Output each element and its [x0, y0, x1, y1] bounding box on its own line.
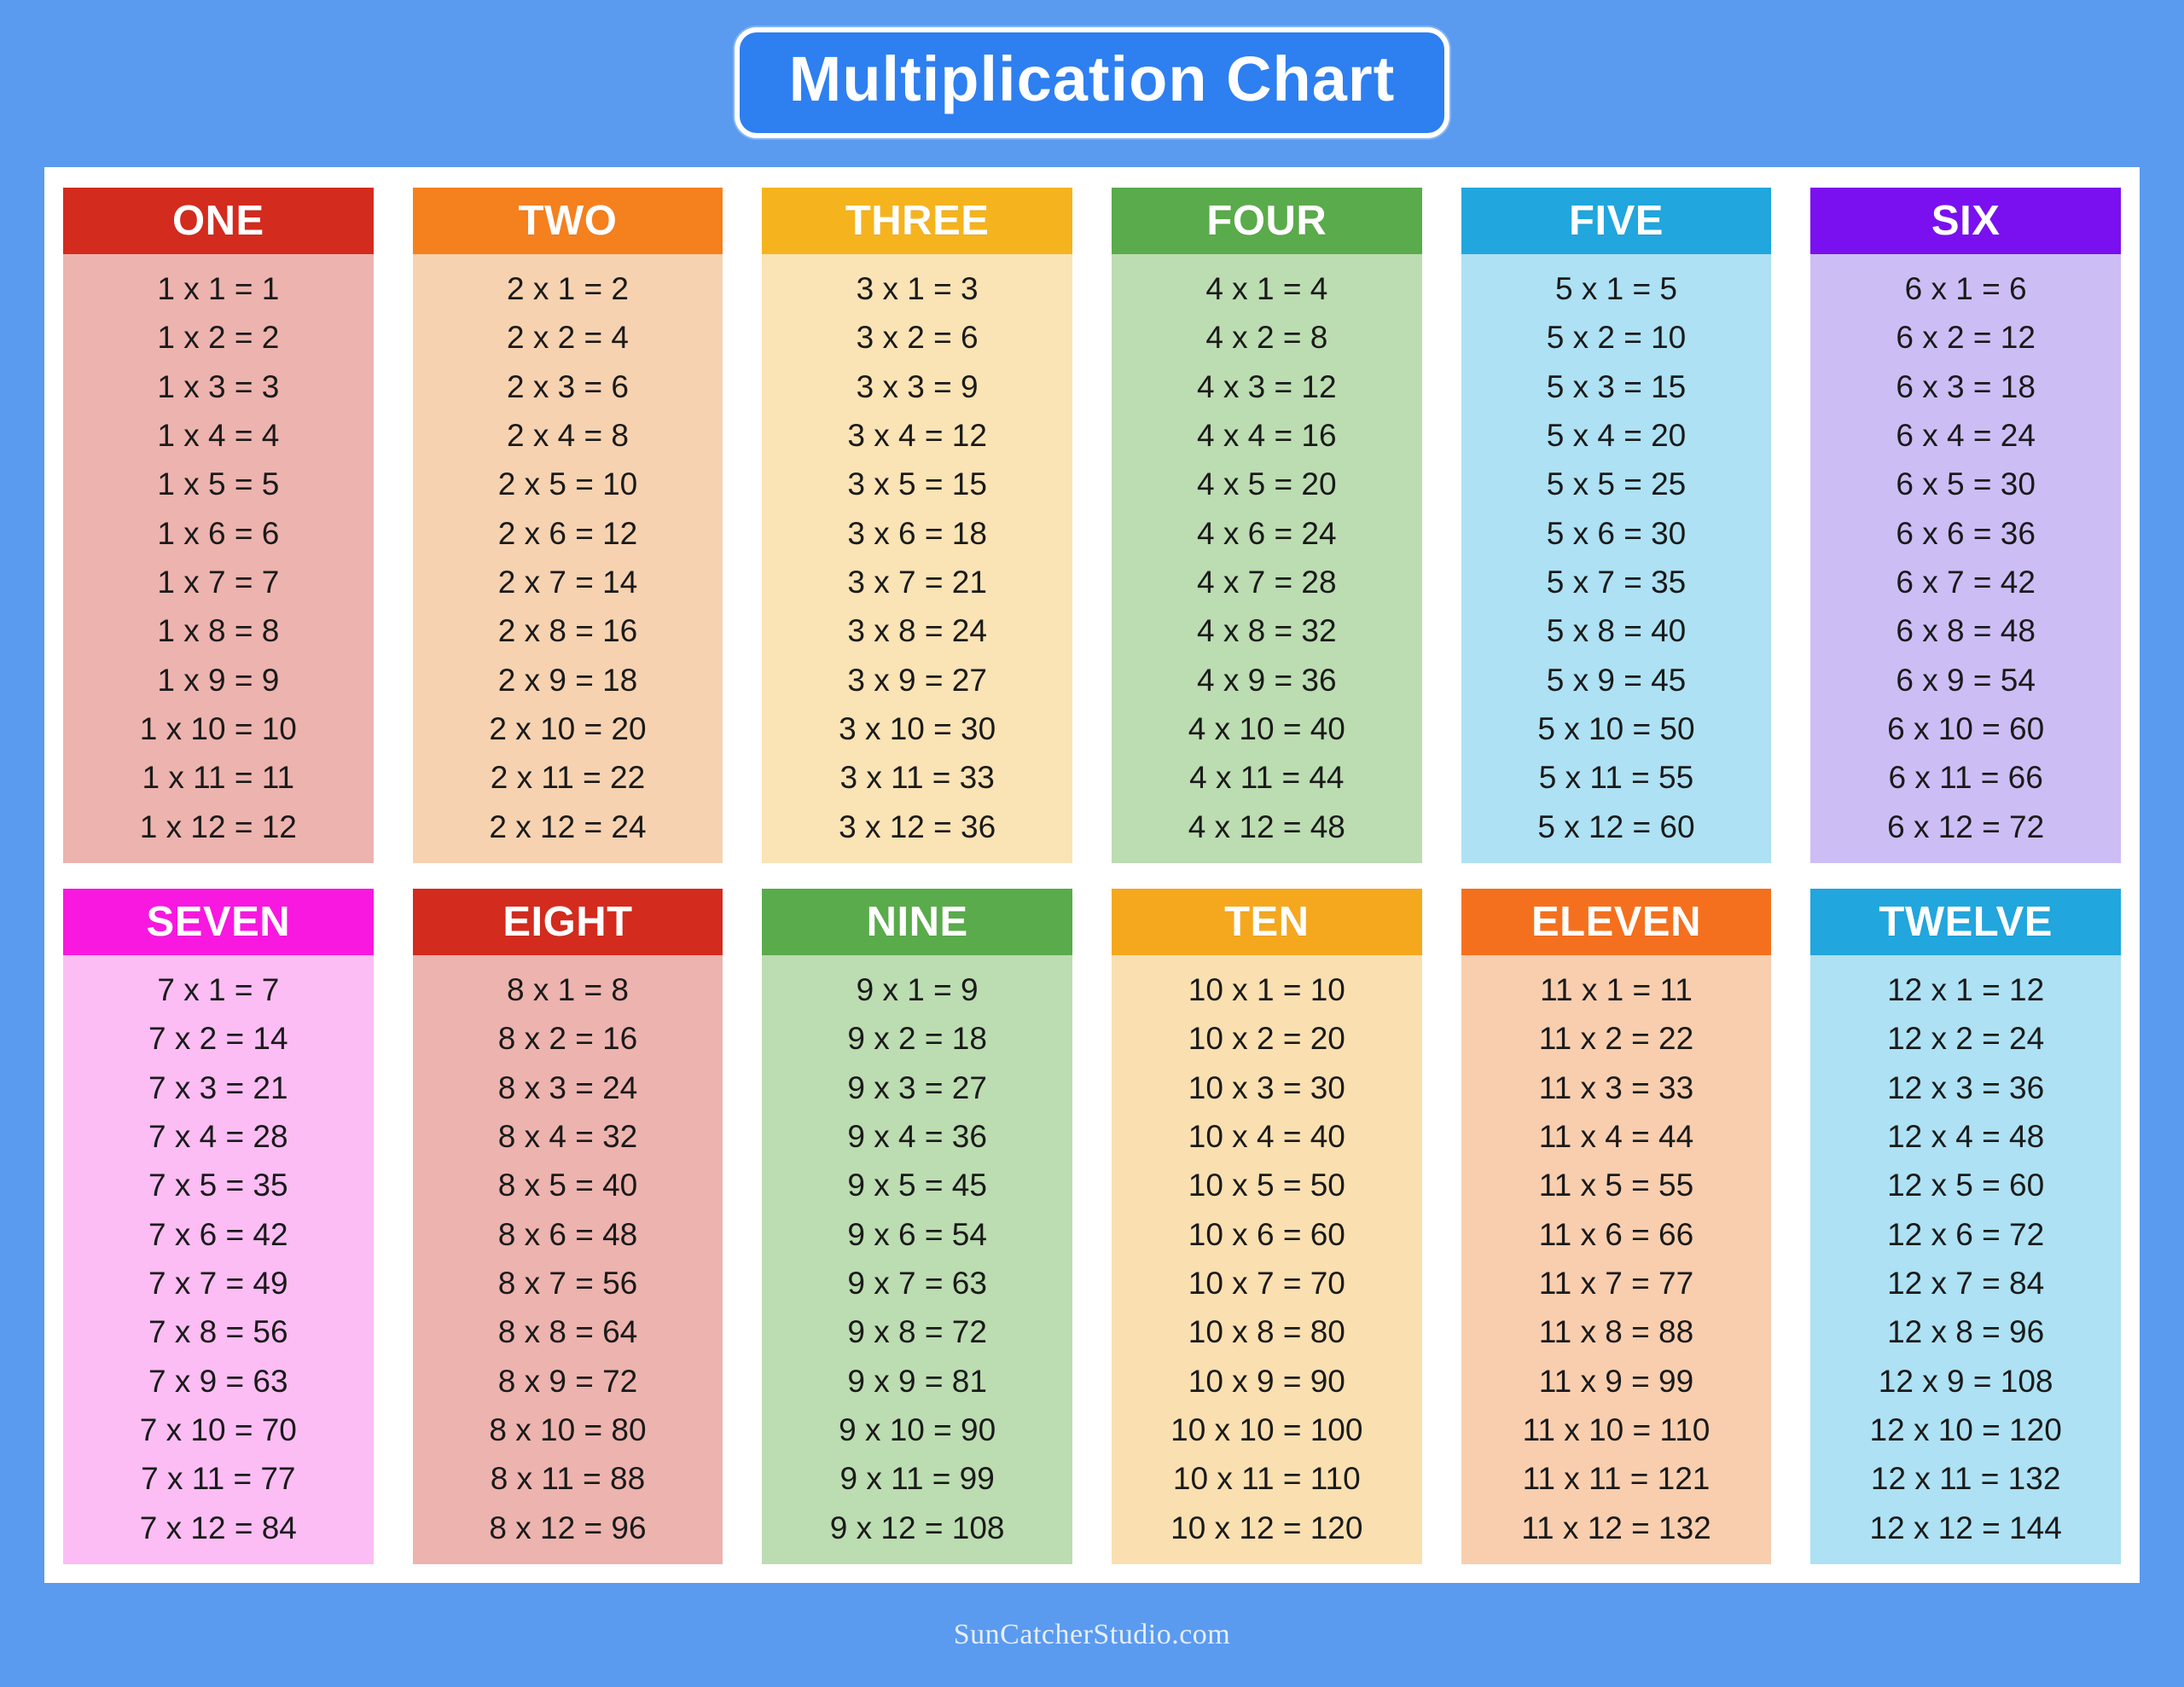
times-table-row: 11 x 8 = 88 — [1538, 1314, 1694, 1350]
times-table-header — [1112, 188, 1422, 254]
times-table-row: 7 x 7 = 49 — [148, 1266, 288, 1301]
times-table-row: 3 x 11 = 33 — [839, 760, 995, 796]
times-table-row: 10 x 9 = 90 — [1188, 1363, 1345, 1399]
times-table-row: 9 x 10 = 90 — [839, 1412, 996, 1448]
times-table-row: 11 x 6 = 66 — [1538, 1216, 1694, 1252]
times-table-row: 5 x 3 = 15 — [1546, 368, 1687, 404]
times-table-row: 6 x 12 = 72 — [1887, 809, 2045, 844]
times-table-row: 12 x 4 = 48 — [1887, 1119, 2045, 1155]
times-table-row: 3 x 5 = 15 — [847, 467, 987, 502]
times-table-card — [413, 889, 723, 1564]
times-table-header — [63, 889, 374, 955]
times-table-row: 12 x 8 = 96 — [1887, 1314, 2045, 1350]
times-table-row: 5 x 8 = 40 — [1546, 613, 1687, 649]
times-table-row: 4 x 6 = 24 — [1197, 515, 1337, 551]
times-table-body — [1810, 254, 2121, 863]
times-table-header — [762, 889, 1072, 955]
times-table-row: 3 x 4 = 12 — [847, 418, 987, 454]
times-table-row: 3 x 3 = 9 — [856, 368, 979, 404]
times-table-row: 12 x 10 = 120 — [1869, 1412, 2062, 1448]
times-table-row: 7 x 1 = 7 — [157, 972, 280, 1008]
times-table-row: 6 x 10 = 60 — [1887, 711, 2045, 747]
times-table-row: 10 x 5 = 50 — [1188, 1168, 1345, 1203]
times-table-row: 1 x 9 = 9 — [157, 662, 280, 698]
times-table-row: 9 x 7 = 63 — [847, 1266, 987, 1301]
times-table-row: 2 x 9 = 18 — [497, 662, 638, 698]
times-table-row: 1 x 1 = 1 — [157, 271, 280, 307]
times-table-row: 5 x 4 = 20 — [1546, 418, 1687, 454]
times-table-row: 10 x 12 = 120 — [1170, 1510, 1363, 1545]
times-table-title: TWELVE — [1879, 898, 2053, 945]
times-table-row: 9 x 6 = 54 — [847, 1216, 987, 1252]
times-table-row: 2 x 12 = 24 — [489, 809, 647, 844]
times-table-card — [413, 188, 723, 863]
times-table-row: 12 x 3 = 36 — [1887, 1070, 2045, 1105]
times-table-title: FIVE — [1569, 197, 1664, 244]
times-table-row: 10 x 11 = 110 — [1172, 1461, 1361, 1497]
times-table-body — [762, 254, 1072, 863]
footer-credit: SunCatcherStudio.com — [953, 1619, 1231, 1650]
times-table-row: 6 x 1 = 6 — [1904, 271, 2027, 307]
times-table-row: 12 x 11 = 132 — [1870, 1461, 2061, 1497]
times-table-row: 9 x 4 = 36 — [847, 1119, 987, 1155]
times-table-row: 1 x 11 = 11 — [142, 760, 295, 796]
times-table-row: 5 x 5 = 25 — [1546, 467, 1687, 502]
times-table-title: ONE — [171, 197, 264, 244]
times-table-row: 4 x 8 = 32 — [1197, 613, 1337, 649]
times-table-row: 10 x 1 = 10 — [1188, 972, 1345, 1008]
times-table-row: 8 x 3 = 24 — [497, 1070, 638, 1105]
times-table-row: 3 x 6 = 18 — [847, 515, 987, 551]
times-table-row: 1 x 4 = 4 — [157, 418, 280, 454]
times-table-card — [1112, 188, 1422, 863]
times-table-row: 9 x 3 = 27 — [847, 1070, 987, 1105]
times-table-row: 5 x 10 = 50 — [1537, 711, 1695, 747]
times-table-row: 11 x 5 = 55 — [1538, 1168, 1694, 1203]
times-table-row: 1 x 6 = 6 — [157, 515, 280, 551]
times-table-card — [1461, 188, 1772, 863]
times-table-row: 4 x 5 = 20 — [1197, 467, 1337, 502]
times-table-row: 5 x 7 = 35 — [1546, 565, 1687, 600]
times-table-row: 2 x 7 = 14 — [497, 565, 638, 600]
times-table-title: TWO — [518, 197, 618, 244]
times-table-row: 5 x 1 = 5 — [1555, 271, 1677, 307]
times-table-row: 1 x 3 = 3 — [157, 368, 280, 404]
times-table-row: 10 x 3 = 30 — [1188, 1070, 1345, 1105]
times-table-header — [1461, 889, 1772, 955]
times-table-row: 8 x 12 = 96 — [489, 1510, 647, 1545]
times-table-body — [1810, 955, 2121, 1564]
times-table-row: 7 x 10 = 70 — [139, 1412, 297, 1448]
times-table-row: 2 x 1 = 2 — [507, 271, 629, 307]
times-table-row: 4 x 12 = 48 — [1188, 809, 1345, 844]
times-table-row: 2 x 4 = 8 — [507, 418, 629, 454]
times-table-title: THREE — [845, 197, 990, 244]
times-table-row: 6 x 8 = 48 — [1896, 613, 2036, 649]
times-table-card — [1810, 889, 2121, 1564]
times-table-header — [63, 188, 374, 254]
times-table-row: 5 x 12 = 60 — [1537, 809, 1695, 844]
times-table-row: 5 x 2 = 10 — [1546, 320, 1687, 356]
times-table-row: 8 x 5 = 40 — [497, 1168, 638, 1203]
times-table-row: 2 x 6 = 12 — [497, 515, 638, 551]
times-table-row: 10 x 2 = 20 — [1188, 1021, 1345, 1057]
times-table-title: SEVEN — [146, 898, 291, 945]
times-table-row: 6 x 5 = 30 — [1896, 467, 2036, 502]
times-table-title: FOUR — [1206, 197, 1327, 244]
times-table-row: 11 x 9 = 99 — [1538, 1363, 1694, 1399]
times-table-header — [762, 188, 1072, 254]
times-table-row: 9 x 8 = 72 — [847, 1314, 987, 1350]
times-table-row: 10 x 10 = 100 — [1170, 1412, 1363, 1448]
times-table-row: 9 x 1 = 9 — [856, 972, 979, 1008]
times-table-row: 3 x 1 = 3 — [856, 271, 979, 307]
times-table-row: 8 x 7 = 56 — [497, 1266, 638, 1301]
times-table-title: NINE — [866, 898, 968, 945]
times-table-row: 7 x 11 = 77 — [141, 1461, 296, 1497]
page-title-pill — [735, 27, 1450, 138]
times-table-row: 11 x 2 = 22 — [1538, 1021, 1694, 1057]
times-table-row: 8 x 9 = 72 — [497, 1363, 638, 1399]
times-table-header — [1810, 889, 2121, 955]
times-table-row: 11 x 4 = 44 — [1538, 1119, 1694, 1155]
times-table-body — [1112, 254, 1422, 863]
times-table-row: 4 x 4 = 16 — [1197, 418, 1337, 454]
footer — [0, 1619, 2184, 1651]
times-table-row: 7 x 6 = 42 — [148, 1216, 288, 1252]
times-table-row: 8 x 1 = 8 — [507, 972, 629, 1008]
times-table-row: 12 x 9 = 108 — [1878, 1363, 2053, 1399]
times-table-card — [1810, 188, 2121, 863]
times-table-row: 12 x 5 = 60 — [1887, 1168, 2045, 1203]
times-table-row: 12 x 2 = 24 — [1887, 1021, 2045, 1057]
times-table-row: 2 x 8 = 16 — [497, 613, 638, 649]
tables-grid — [63, 188, 2121, 1564]
times-table-row: 10 x 8 = 80 — [1188, 1314, 1345, 1350]
times-table-row: 6 x 7 = 42 — [1896, 565, 2036, 600]
times-table-header — [413, 889, 723, 955]
times-table-row: 4 x 10 = 40 — [1188, 711, 1345, 747]
times-table-card — [762, 889, 1072, 1564]
times-table-row: 3 x 12 = 36 — [839, 809, 996, 844]
times-table-row: 3 x 10 = 30 — [839, 711, 996, 747]
times-table-row: 10 x 7 = 70 — [1188, 1266, 1345, 1301]
times-table-header — [1112, 889, 1422, 955]
times-table-header — [1810, 188, 2121, 254]
times-table-row: 12 x 12 = 144 — [1869, 1510, 2062, 1545]
times-table-row: 11 x 11 = 121 — [1522, 1461, 1711, 1497]
times-table-card — [63, 889, 374, 1564]
times-table-row: 4 x 1 = 4 — [1205, 271, 1328, 307]
times-table-row: 7 x 8 = 56 — [148, 1314, 288, 1350]
times-table-row: 11 x 12 = 132 — [1521, 1510, 1711, 1545]
times-table-row: 8 x 8 = 64 — [497, 1314, 638, 1350]
times-table-row: 9 x 9 = 81 — [847, 1363, 987, 1399]
times-table-title: TEN — [1224, 898, 1310, 945]
times-table-card — [1461, 889, 1772, 1564]
times-table-title: EIGHT — [502, 898, 633, 945]
times-table-row: 7 x 4 = 28 — [148, 1119, 288, 1155]
times-table-row: 7 x 5 = 35 — [148, 1168, 288, 1203]
times-table-row: 6 x 4 = 24 — [1896, 418, 2036, 454]
page-title-container — [0, 27, 2184, 138]
times-table-row: 1 x 8 = 8 — [157, 613, 280, 649]
times-table-body — [762, 955, 1072, 1564]
times-table-row: 7 x 3 = 21 — [148, 1070, 288, 1105]
times-table-body — [1461, 955, 1772, 1564]
times-table-row: 11 x 7 = 77 — [1538, 1266, 1694, 1301]
times-table-body — [1112, 955, 1422, 1564]
chart-board — [44, 167, 2140, 1583]
times-table-header — [1461, 188, 1772, 254]
times-table-row: 12 x 6 = 72 — [1887, 1216, 2045, 1252]
times-table-row: 4 x 9 = 36 — [1197, 662, 1337, 698]
times-table-row: 8 x 6 = 48 — [497, 1216, 638, 1252]
times-table-row: 6 x 3 = 18 — [1896, 368, 2036, 404]
times-table-row: 10 x 4 = 40 — [1188, 1119, 1345, 1155]
times-table-row: 2 x 5 = 10 — [497, 467, 638, 502]
times-table-row: 9 x 5 = 45 — [847, 1168, 987, 1203]
page-title: Multiplication Chart — [788, 43, 1396, 114]
times-table-row: 6 x 6 = 36 — [1896, 515, 2036, 551]
times-table-row: 6 x 11 = 66 — [1888, 760, 2043, 796]
times-table-body — [413, 254, 723, 863]
times-table-row: 1 x 12 = 12 — [139, 809, 297, 844]
times-table-row: 1 x 7 = 7 — [157, 565, 280, 600]
times-table-row: 2 x 11 = 22 — [490, 760, 646, 796]
times-table-row: 8 x 11 = 88 — [490, 1461, 646, 1497]
times-table-card — [1112, 889, 1422, 1564]
times-table-row: 1 x 2 = 2 — [157, 320, 280, 356]
times-table-row: 4 x 2 = 8 — [1205, 320, 1328, 356]
times-table-body — [413, 955, 723, 1564]
times-table-row: 7 x 2 = 14 — [148, 1021, 288, 1057]
times-table-row: 7 x 12 = 84 — [139, 1510, 297, 1545]
times-table-row: 5 x 11 = 55 — [1538, 760, 1694, 796]
times-table-row: 9 x 2 = 18 — [847, 1021, 987, 1057]
times-table-row: 6 x 2 = 12 — [1896, 320, 2036, 356]
times-table-card — [762, 188, 1072, 863]
times-table-row: 3 x 9 = 27 — [847, 662, 987, 698]
times-table-body — [63, 254, 374, 863]
times-table-row: 2 x 10 = 20 — [489, 711, 647, 747]
times-table-row: 11 x 3 = 33 — [1538, 1070, 1694, 1105]
times-table-row: 6 x 9 = 54 — [1896, 662, 2036, 698]
times-table-row: 11 x 1 = 11 — [1540, 972, 1693, 1008]
times-table-row: 2 x 2 = 4 — [507, 320, 629, 356]
times-table-row: 3 x 7 = 21 — [847, 565, 987, 600]
times-table-row: 3 x 8 = 24 — [847, 613, 987, 649]
times-table-row: 4 x 7 = 28 — [1197, 565, 1337, 600]
times-table-row: 10 x 6 = 60 — [1188, 1216, 1345, 1252]
times-table-row: 8 x 2 = 16 — [497, 1021, 638, 1057]
times-table-title: SIX — [1931, 197, 2001, 244]
times-table-row: 7 x 9 = 63 — [148, 1363, 288, 1399]
times-table-row: 9 x 11 = 99 — [839, 1461, 995, 1497]
times-table-row: 9 x 12 = 108 — [829, 1510, 1005, 1545]
times-table-row: 5 x 6 = 30 — [1546, 515, 1687, 551]
times-table-row: 4 x 3 = 12 — [1197, 368, 1337, 404]
times-table-body — [63, 955, 374, 1564]
times-table-title: ELEVEN — [1531, 898, 1702, 945]
times-table-row: 1 x 10 = 10 — [139, 711, 297, 747]
times-table-row: 8 x 4 = 32 — [497, 1119, 638, 1155]
times-table-header — [413, 188, 723, 254]
times-table-row: 5 x 9 = 45 — [1546, 662, 1687, 698]
times-table-row: 2 x 3 = 6 — [507, 368, 629, 404]
times-table-row: 3 x 2 = 6 — [856, 320, 979, 356]
times-table-row: 1 x 5 = 5 — [157, 467, 280, 502]
times-table-card — [63, 188, 374, 863]
times-table-row: 11 x 10 = 110 — [1522, 1412, 1711, 1448]
times-table-row: 8 x 10 = 80 — [489, 1412, 647, 1448]
times-table-row: 4 x 11 = 44 — [1189, 760, 1345, 796]
times-table-body — [1461, 254, 1772, 863]
times-table-row: 12 x 1 = 12 — [1887, 972, 2045, 1008]
times-table-row: 12 x 7 = 84 — [1887, 1266, 2045, 1301]
